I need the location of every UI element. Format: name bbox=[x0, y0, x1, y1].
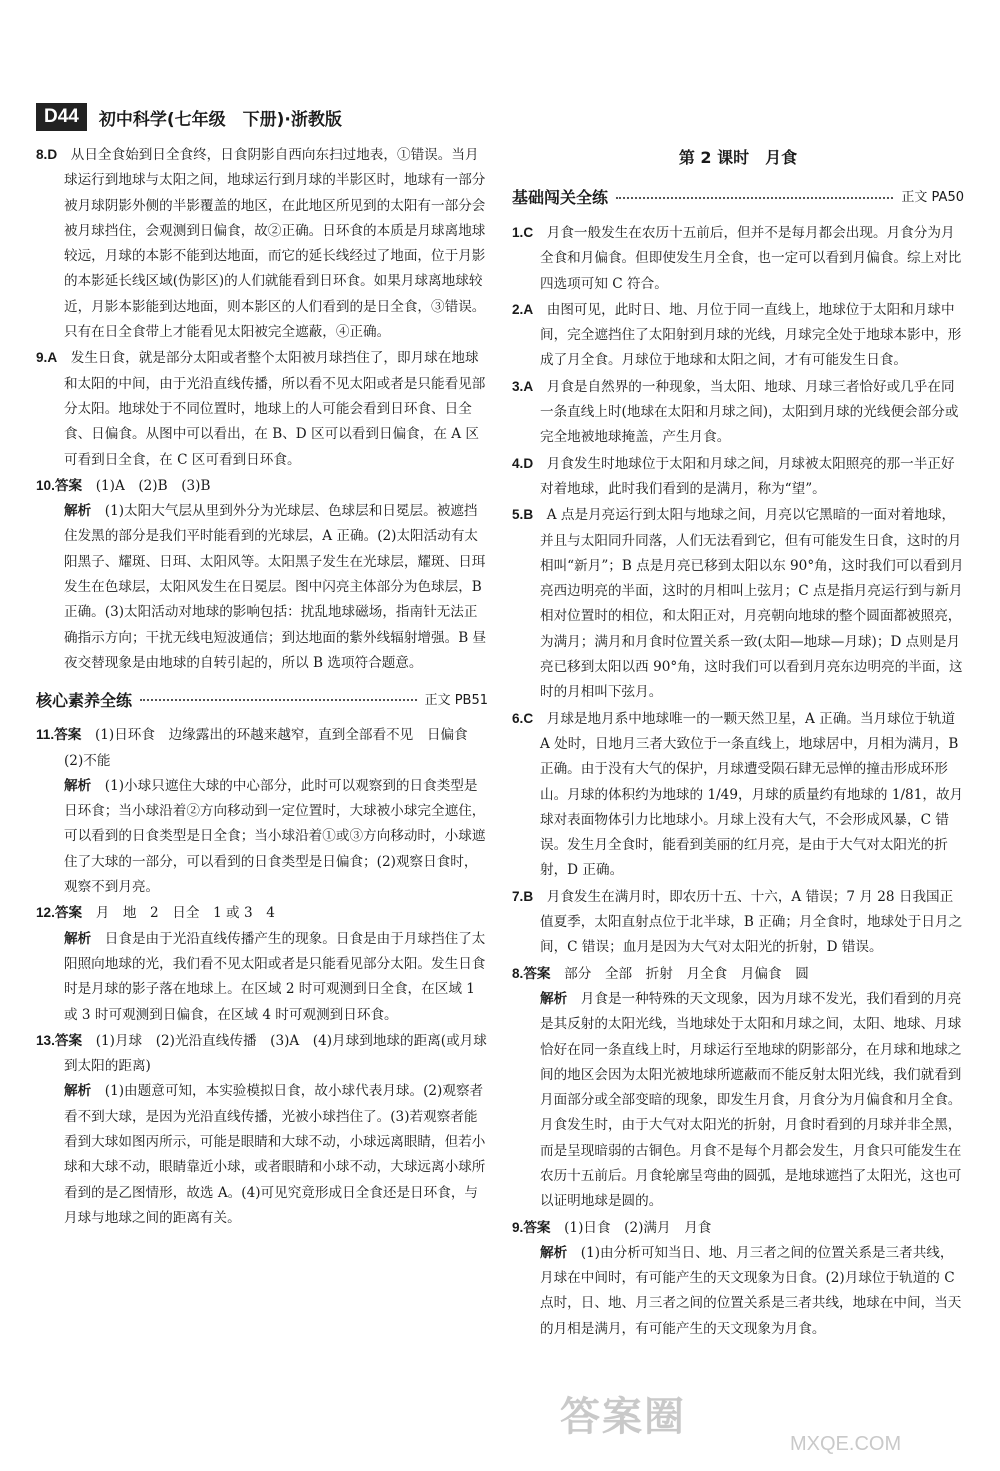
answer-line bbox=[512, 706, 964, 884]
answer-number: 9.A bbox=[36, 350, 58, 366]
answer-item bbox=[36, 1028, 488, 1231]
answer-number: 3.A bbox=[512, 378, 534, 394]
explanation-text: 月食是一种特殊的天文现象，因为月球不发光，我们看到的月亮是其反射的太阳光线，当地球处于太阳和月球之间，太阳、地球、月球恰好在同一条直线上时，月球运行至地球的阴影部分，在月球和地球之间的地区会因为太阳光被地球所遮蔽而不能反射太阳光线，我们就看到月面部分或全部变暗的现象，即发生月食，月食分为月偏食和月全食。月食发生时，由于大气对太阳光的折射，月食时看到的月球并非全黑，而是呈现暗弱的古铜色。月食不是每个月都会发生，月食只可能发生在农历十五前后。月食轮廓呈弯曲的圆弧，是地球遮挡了太阳光，这也可以证明地球是圆的。 bbox=[540, 990, 962, 1210]
dotted-leader bbox=[616, 197, 893, 199]
answer-number: 4.D bbox=[512, 455, 534, 471]
answer-item bbox=[512, 961, 964, 1215]
page-number: D44 bbox=[36, 103, 87, 131]
section-ref: 正文 PB51 bbox=[424, 692, 488, 708]
section-ref: 正文 PA50 bbox=[901, 190, 964, 206]
answer-item bbox=[36, 473, 488, 676]
explanation-label: 解析 bbox=[64, 930, 92, 947]
explanation-label: 解析 bbox=[64, 777, 92, 794]
answer-line bbox=[36, 142, 488, 345]
answer-item bbox=[512, 706, 964, 884]
answer-line bbox=[512, 220, 964, 297]
explanation-label: 解析 bbox=[64, 1083, 92, 1100]
right-items bbox=[512, 220, 964, 1342]
answer-text: 月食一般发生在农历十五前后，但并不是每月都会出现。月食分为月全食和月偏食。但即使发生月全食，也一定可以看到月偏食。综上对比四选项可知 C 符合。 bbox=[540, 225, 962, 292]
watermark-url: MXQE.COM bbox=[790, 1433, 902, 1455]
answer-line bbox=[512, 1215, 964, 1241]
answer-line bbox=[512, 502, 964, 705]
section-title: 基础闯关全练 bbox=[512, 188, 609, 208]
answer-item bbox=[512, 374, 964, 451]
answer-number: 8.答案 bbox=[512, 965, 551, 981]
page-header bbox=[36, 100, 342, 134]
section-title: 核心素养全练 bbox=[36, 690, 133, 710]
answer-item bbox=[36, 345, 488, 472]
answer-number: 9.答案 bbox=[512, 1219, 551, 1235]
answer-number: 10.答案 bbox=[36, 477, 83, 493]
answer-line bbox=[512, 374, 964, 451]
answer-item bbox=[512, 884, 964, 961]
answer-text: 部分 全部 折射 月全食 月偏食 圆 bbox=[564, 965, 809, 982]
answer-item bbox=[512, 220, 964, 297]
explanation-text: (1)由分析可知当日、地、月三者之间的位置关系是三者共线，月球在中间时，有可能产生的天文现象为日食。(2)月球位于轨道的 C 点时，日、地、月三者之间的位置关系是三者共线，地球在中间，当天的月相是满月，有可能产生的天文现象为月食。 bbox=[540, 1244, 962, 1337]
answer-line bbox=[36, 1028, 488, 1080]
explanation-label: 解析 bbox=[540, 1244, 568, 1261]
answer-text: 月 地 2 日全 1 或 3 4 bbox=[95, 905, 275, 922]
explanation-line bbox=[36, 1079, 488, 1231]
answer-number: 13.答案 bbox=[36, 1032, 83, 1048]
answer-number: 7.B bbox=[512, 888, 534, 904]
answer-text: 月食是自然界的一种现象，当太阳、地球、月球三者恰好或几乎在同一条直线上时(地球在太阳和月球之间)，太阳到月球的光线便会部分或完全地被地球掩盖，产生月食。 bbox=[540, 378, 959, 446]
answer-line bbox=[512, 961, 964, 987]
book-title: 初中科学(七年级 下册)·浙教版 bbox=[98, 109, 342, 130]
answer-text: 月食发生在满月时，即农历十五、十六，A 错误；7 月 28 日我国正值夏季，太阳直射点位于北半球，B 正确；月全食时，地球处于日月之间，C 错误；血月是因为大气对太阳光的折射，D 错误。 bbox=[540, 888, 963, 956]
explanation-text: (1)小球只遮住大球的中心部分，此时可以观察到的日食类型是日环食；当小球沿着②方向移动到一定位置时，大球被小球完全遮住，可以看到的日食类型是日全食；当小球沿着①或③方向移动时，小球遮住了大球的一部分，可以看到的日食类型是日偏食；(2)观察日食时，观察不到月亮。 bbox=[64, 777, 486, 896]
right-column bbox=[512, 142, 964, 1342]
answer-text: 月球是地月系中地球唯一的一颗天然卫星，A 正确。当月球位于轨道 A 处时，日地月三者大致位于一条直线上，地球居中，月相为满月，B 正确。由于没有大气的保护，月球遭受陨石肆无忌惮的撞击形成环形山。月球的体积约为地球的 1/49，月球的质量约有地球的 1/81，故月球对表面物体引力比地球小。月球上没有大气，不会形成风暴，C 错误。发生月全食时，能看到美丽的红月亮，是由于大气对太阳光的折射，D 正确。 bbox=[540, 710, 964, 879]
answer-text: (1)A (2)B (3)B bbox=[95, 477, 211, 494]
answer-number: 1.C bbox=[512, 225, 534, 240]
explanation-line bbox=[512, 1241, 964, 1342]
answer-text: (1)日环食 边缘露出的环越来越窄，直到全部看不见 日偏食 (2)不能 bbox=[64, 727, 482, 769]
answer-item bbox=[512, 297, 964, 374]
explanation-line bbox=[36, 774, 488, 900]
left-column bbox=[36, 142, 488, 1231]
explanation-text: (1)由题意可知，本实验模拟日食，故小球代表月球。(2)观察者看不到大球，是因为光沿直线传播，光被小球挡住了。(3)若观察者能看到大球如图丙所示，可能是眼睛和大球不动，小球远离眼睛，但若小球和大球不动，眼睛靠近小球，或者眼睛和小球不动，大球远离小球所看到的是乙图情形，故选 A。(4)可见究竟形成日全食还是日环食，与月球与地球之间的距离有关。 bbox=[64, 1083, 486, 1226]
section-header-basic bbox=[512, 180, 964, 216]
watermark-logo bbox=[560, 1385, 980, 1465]
explanation-line bbox=[512, 987, 964, 1215]
left-items-top bbox=[36, 142, 488, 676]
answer-text: 发生日食，就是部分太阳或者整个太阳被月球挡住了，即月球在地球和太阳的中间，由于光沿直线传播，所以看不见太阳或者是只能看见部分太阳。地球处于不同位置时，地球上的人可能会看到日环食、日全食、日偏食。从图中可以看出，在 B、D 区可以看到日偏食，在 A 区可看到日全食，在 C 区可看到日环食。 bbox=[64, 350, 486, 468]
answer-line bbox=[36, 722, 488, 774]
answer-text: 从日全食始到日全食终，日食阴影自西向东扫过地表，①错误。当月球运行到地球与太阳之间，地球运行到月球的半影区时，地球有一部分被月球阴影外侧的半影覆盖的地区，在此地区所见到的太阳有一部分会被月球挡住，会观测到日偏食，故②正确。日环食的本质是月球离地球较远，月球的本影不能到达地面，而它的延长线经过了地面，位于月影的本影延长线区域(伪影区)的人们就能看到日环食。如果月球离地球较近，月影本影能到达地面，则本影区的人们看到的是日全食，③错误。只有在日全食带上才能看见太阳被完全遮蔽，④正确。 bbox=[64, 147, 486, 341]
answer-item bbox=[512, 502, 964, 705]
explanation-line bbox=[36, 499, 488, 676]
answer-number: 5.B bbox=[512, 507, 534, 523]
answer-number: 2.A bbox=[512, 301, 534, 317]
answer-item bbox=[512, 1215, 964, 1342]
answer-text: A 点是月亮运行到太阳与地球之间，月亮以它黑暗的一面对着地球，并且与太阳同升同落，人们无法看到它，但有可能发生日食，这时的月相叫“新月”；B 点是月亮已移到太阳以东 90°角，这时我们可以看到月亮西边明亮的半面，这时的月相叫上弦月；C 点是指月亮运行到与新月相对位置时的相位，和太阳正对，月亮朝向地球的整个圆面都被照亮，为满月；满月和月食时位置关系一致(太阳—地球—月球)；D 点则是月亮已移到太阳以西 90°角，这时我们可以看到月亮东边明亮的半面，这时的月相叫下弦月。 bbox=[540, 507, 964, 701]
answer-item bbox=[36, 722, 488, 900]
left-items-bottom bbox=[36, 722, 488, 1231]
answer-text: 月食发生时地球位于太阳和月球之间，月球被太阳照亮的那一半正好对着地球，此时我们看到的是满月，称为“望”。 bbox=[540, 455, 955, 497]
answer-number: 6.C bbox=[512, 710, 534, 726]
explanation-text: (1)太阳大气层从里到外分为光球层、色球层和日冕层。被遮挡住发黑的部分是我们平时能看到的光球层，A 正确。(2)太阳活动有太阳黑子、耀斑、日珥、太阳风等。太阳黑子发生在光球层，耀斑、日珥发生在色球层，太阳风发生在日冕层。图中闪亮主体部分为色球层，B 正确。(3)太阳活动对地球的影响包括：扰乱地球磁场，指南针无法正确指示方向；干扰无线电短波通信；到达地面的紫外线辐射增强。B 昼夜交替现象是由地球的自转引起的，所以 B 选项符合题意。 bbox=[64, 503, 487, 671]
section-header-core bbox=[36, 682, 488, 718]
answer-line bbox=[36, 900, 488, 926]
answer-text: (1)月球 (2)光沿直线传播 (3)A (4)月球到地球的距离(或月球到太阳的距离) bbox=[64, 1032, 487, 1075]
answer-line bbox=[36, 345, 488, 472]
answer-number: 12.答案 bbox=[36, 905, 83, 921]
answer-text: 由图可见，此时日、地、月位于同一直线上，地球位于太阳和月球中间，完全遮挡住了太阳射到月球的光线，月球完全处于地球本影中，形成了月全食。月球位于地球和太阳之间，才有可能发生日食。 bbox=[540, 301, 962, 369]
explanation-label: 解析 bbox=[540, 990, 568, 1007]
answer-item bbox=[512, 451, 964, 503]
answer-item bbox=[36, 900, 488, 1027]
watermark-text: 答案圈 bbox=[560, 1395, 686, 1439]
answer-item bbox=[36, 142, 488, 345]
answer-line bbox=[36, 473, 488, 499]
explanation-text: 日食是由于光沿直线传播产生的现象。日食是由于月球挡住了太阳照向地球的光，我们看不见太阳或者是只能看见部分太阳。发生日食时是月球的影子落在地球上。在区域 2 时可观测到日全食，在区域 1 或 3 时可观测到日偏食，在区域 4 时可观测到日环食。 bbox=[64, 930, 486, 1023]
answer-line bbox=[512, 884, 964, 961]
answer-line bbox=[512, 297, 964, 374]
answer-text: (1)日食 (2)满月 月食 bbox=[564, 1219, 712, 1236]
explanation-line bbox=[36, 927, 488, 1028]
lesson-title: 第 2 课时 月食 bbox=[678, 148, 798, 167]
answer-number: 8.D bbox=[36, 147, 58, 162]
answer-line bbox=[512, 451, 964, 503]
dotted-leader bbox=[140, 699, 417, 701]
explanation-label: 解析 bbox=[64, 503, 92, 520]
answer-number: 11.答案 bbox=[36, 727, 82, 743]
